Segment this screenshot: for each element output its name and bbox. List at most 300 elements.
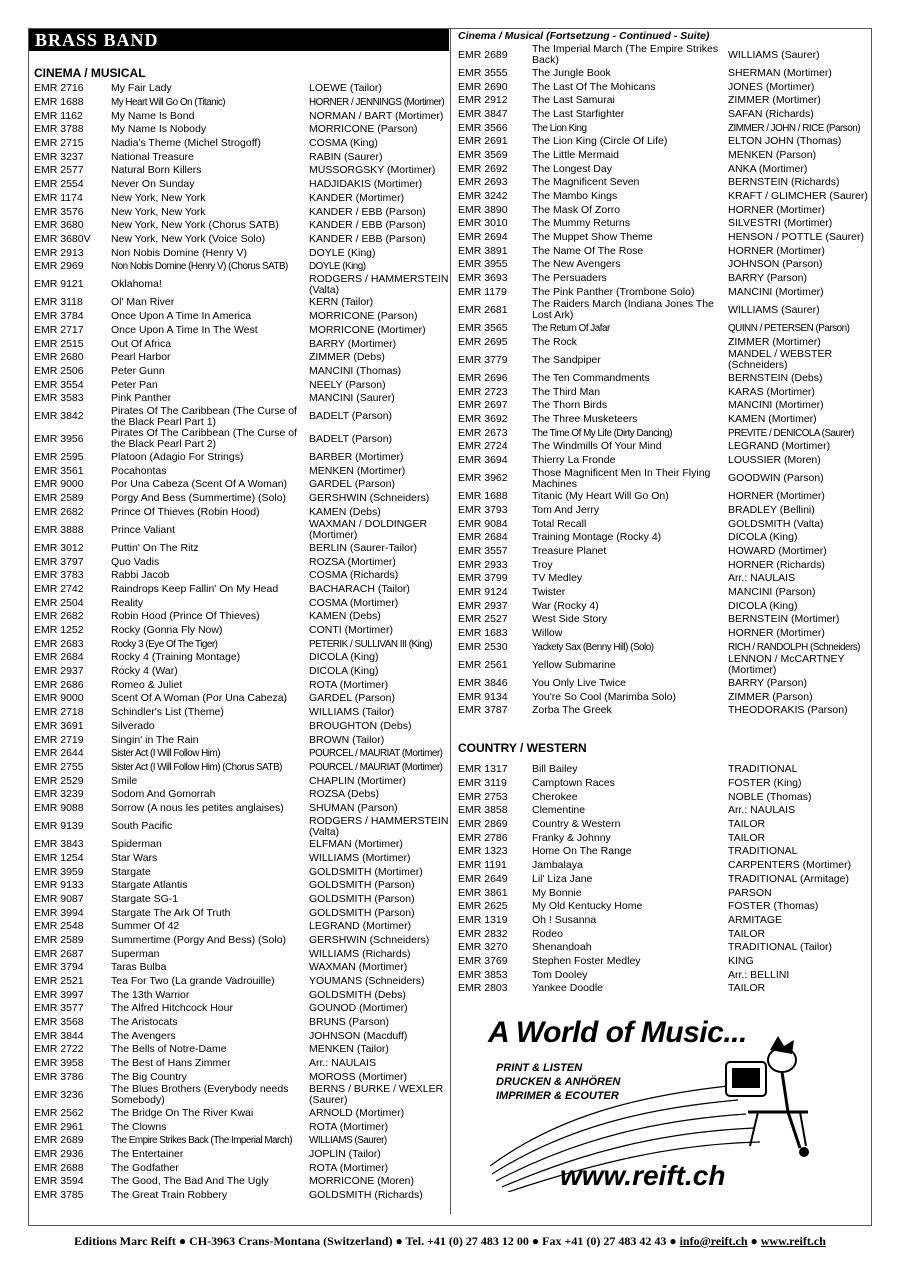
- item-title: The Muppet Show Theme: [532, 231, 653, 244]
- world-of-music-logo[interactable]: [488, 1016, 818, 1192]
- item-code: EMR 2937: [34, 665, 84, 678]
- logo-line-1: PRINT & LISTEN: [496, 1062, 583, 1074]
- item-title: The Godfather: [111, 1161, 179, 1174]
- item-composer: HORNER (Mortimer): [728, 490, 825, 503]
- item-composer: CONTI (Mortimer): [309, 624, 393, 637]
- item-composer: WILLIAMS (Mortimer): [309, 851, 411, 864]
- item-title: Sorrow (A nous les petites anglaises): [111, 801, 284, 814]
- list-item: [458, 467, 870, 490]
- item-code: EMR 2625: [458, 900, 508, 913]
- item-composer: JONES (Mortimer): [728, 80, 815, 93]
- item-composer: HADJIDAKIS (Mortimer): [309, 178, 423, 191]
- list-item: [458, 955, 870, 969]
- list-item: [458, 763, 870, 777]
- item-title: The Time Of My Life (Dirty Dancing): [532, 427, 672, 439]
- item-code: EMR 2716: [34, 82, 84, 95]
- item-title: Tom And Jerry: [532, 503, 600, 516]
- list-item: [34, 1107, 448, 1121]
- item-title: Schindler's List (Theme): [111, 706, 224, 719]
- list-item: [34, 961, 448, 975]
- item-code: EMR 2722: [34, 1043, 84, 1056]
- item-composer: KAMEN (Mortimer): [728, 412, 817, 425]
- item-code: EMR 2673: [458, 426, 508, 439]
- item-title: National Treasure: [111, 150, 194, 163]
- item-code: EMR 3994: [34, 906, 84, 919]
- item-title: Non Nobis Domine (Henry V) (Chorus SATB): [111, 261, 288, 273]
- item-composer: GARDEL (Parson): [309, 478, 395, 491]
- item-code: EMR 3576: [34, 205, 84, 218]
- item-composer: KERN (Tailor): [309, 296, 374, 309]
- item-composer: THEODORAKIS (Parson): [728, 704, 848, 717]
- item-code: EMR 3583: [34, 392, 84, 405]
- item-composer: BACHARACH (Tailor): [309, 582, 410, 595]
- item-composer: MANCINI (Parson): [728, 586, 816, 599]
- list-item: [34, 392, 448, 406]
- list-item: [34, 802, 448, 816]
- item-title: Camptown Races: [532, 777, 615, 790]
- item-title: New York, New York: [111, 191, 206, 204]
- item-code: EMR 9133: [34, 879, 84, 892]
- item-composer: BADELT (Parson): [309, 410, 393, 423]
- item-code: EMR 2832: [458, 927, 508, 940]
- item-composer: KANDER / EBB (Parson): [309, 232, 426, 245]
- item-composer: BERNSTEIN (Debs): [728, 371, 823, 384]
- item-title: The Great Train Robbery: [111, 1189, 228, 1202]
- item-composer: GOLDSMITH (Parson): [309, 879, 415, 892]
- item-title: Summer Of 42: [111, 920, 180, 933]
- list-item: [458, 335, 870, 349]
- item-code: EMR 1174: [34, 191, 83, 204]
- item-code: EMR 2689: [34, 1134, 84, 1147]
- item-title: The Avengers: [111, 1029, 176, 1042]
- item-code: EMR 3785: [34, 1189, 84, 1202]
- footer-publisher: Editions Marc Reift: [74, 1234, 176, 1248]
- item-code: EMR 3959: [34, 865, 84, 878]
- item-composer: HOWARD (Mortimer): [728, 544, 827, 557]
- item-title: Rabbi Jacob: [111, 569, 170, 582]
- list-item: [34, 651, 448, 665]
- item-code: EMR 3565: [458, 322, 508, 335]
- item-title: My Bonnie: [532, 886, 582, 899]
- item-title: Treasure Planet: [532, 544, 607, 557]
- item-code: EMR 3955: [458, 258, 508, 271]
- footer: [0, 1234, 900, 1249]
- item-code: EMR 2936: [34, 1148, 84, 1161]
- item-code: EMR 3786: [34, 1070, 84, 1083]
- list-item: [34, 96, 448, 110]
- list-item: [34, 324, 448, 338]
- item-code: EMR 1683: [458, 627, 508, 640]
- item-composer: TAILOR: [728, 818, 766, 831]
- item-code: EMR 2913: [34, 246, 84, 259]
- item-code: EMR 1254: [34, 851, 84, 864]
- item-title: South Pacific: [111, 820, 173, 833]
- item-code: EMR 2682: [34, 610, 84, 623]
- item-composer: GOLDSMITH (Debs): [309, 988, 406, 1001]
- item-title: The Big Country: [111, 1070, 187, 1083]
- item-composer: MENKEN (Tailor): [309, 1043, 389, 1056]
- item-code: EMR 2688: [34, 1161, 84, 1174]
- item-code: EMR 2589: [34, 492, 84, 505]
- item-composer: BARRY (Parson): [728, 676, 807, 689]
- item-code: EMR 2689: [458, 48, 508, 61]
- item-code: EMR 3012: [34, 541, 84, 554]
- item-composer: JOHNSON (Parson): [728, 258, 823, 271]
- list-item: [458, 80, 870, 94]
- item-code: EMR 3962: [458, 472, 508, 485]
- list-item: [34, 260, 448, 274]
- item-code: EMR 3242: [458, 190, 508, 203]
- item-composer: Arr.: NAULAIS: [309, 1057, 377, 1070]
- item-code: EMR 2529: [34, 774, 84, 787]
- item-composer: YOUMANS (Schneiders): [309, 975, 425, 988]
- item-composer: BARRY (Mortimer): [309, 337, 397, 350]
- item-composer: MANCINI (Mortimer): [728, 285, 824, 298]
- list-item: [34, 1161, 448, 1175]
- item-composer: DICOLA (King): [309, 665, 379, 678]
- footer-sep: ●: [531, 1234, 540, 1248]
- item-code: EMR 2693: [458, 176, 508, 189]
- list-item: [458, 586, 870, 600]
- item-composer: SHERMAN (Mortimer): [728, 66, 832, 79]
- item-title: The Blues Brothers (Everybody needs Somebody): [111, 1083, 289, 1107]
- item-title: Stargate Atlantis: [111, 879, 188, 892]
- list-item: [458, 845, 870, 859]
- item-title: The Mambo Kings: [532, 190, 618, 203]
- item-composer: TRADITIONAL (Tailor): [728, 941, 833, 954]
- item-code: EMR 1191: [458, 859, 507, 872]
- list-item: [34, 1084, 448, 1107]
- item-code: EMR 9000: [34, 478, 84, 491]
- list-item: [458, 190, 870, 204]
- item-title: Superman: [111, 947, 160, 960]
- item-composer: DICOLA (King): [728, 599, 798, 612]
- item-composer: ZIMMER (Mortimer): [728, 335, 821, 348]
- item-title: Thierry La Fronde: [532, 454, 616, 467]
- item-code: EMR 3861: [458, 886, 508, 899]
- list-item: [34, 1120, 448, 1134]
- item-composer: FOSTER (Thomas): [728, 900, 819, 913]
- footer-fax: Fax +41 (0) 27 483 42 43: [542, 1234, 667, 1248]
- item-composer: HORNER / JENNINGS (Mortimer): [309, 97, 445, 109]
- item-code: EMR 2577: [34, 164, 84, 177]
- item-composer: MANCINI (Saurer): [309, 392, 395, 405]
- item-title: Romeo & Juliet: [111, 678, 183, 691]
- item-code: EMR 2683: [34, 637, 84, 650]
- item-title: Yackety Sax (Benny Hill) (Solo): [532, 641, 654, 653]
- list-item: [34, 865, 448, 879]
- list-item: [458, 149, 870, 163]
- item-composer: TRADITIONAL: [728, 845, 798, 858]
- item-composer: RICH / RANDOLPH (Schneiders): [728, 641, 860, 653]
- brass-band-banner: BRASS BAND: [29, 29, 449, 51]
- item-title: The Ten Commandments: [532, 371, 650, 384]
- list-item: [34, 583, 448, 597]
- item-composer: HENSON / POTTLE (Saurer): [728, 231, 864, 244]
- list-item: [458, 968, 870, 982]
- list-item: [34, 678, 448, 692]
- list-item: [34, 555, 448, 569]
- item-code: EMR 1317: [458, 763, 508, 776]
- list-item: [458, 627, 870, 641]
- item-title: TV Medley: [532, 572, 583, 585]
- item-code: EMR 2690: [458, 80, 508, 93]
- item-title: Twister: [532, 586, 566, 599]
- item-title: Home On The Range: [532, 845, 632, 858]
- item-composer: GERSHWIN (Schneiders): [309, 933, 430, 946]
- item-title: Ol' Man River: [111, 296, 175, 309]
- item-code: EMR 2554: [34, 178, 84, 191]
- footer-web-link[interactable]: www.reift.ch: [760, 1234, 826, 1248]
- item-title: My Heart Will Go On (Titanic): [111, 97, 226, 109]
- list-item: [34, 774, 448, 788]
- list-item: [34, 1043, 448, 1057]
- item-composer: TRADITIONAL: [728, 763, 798, 776]
- logo-url[interactable]: www.reift.ch: [560, 1160, 726, 1191]
- item-title: Out Of Africa: [111, 337, 172, 350]
- item-code: EMR 2684: [458, 531, 508, 544]
- item-title: West Side Story: [532, 613, 608, 626]
- item-title: The Persuaders: [532, 272, 607, 285]
- item-code: EMR 3680: [34, 219, 84, 232]
- item-code: EMR 2718: [34, 706, 84, 719]
- list-item: [458, 426, 870, 440]
- item-title: Those Magnificent Men In Their Flying Machines: [532, 466, 711, 490]
- item-code: EMR 3788: [34, 123, 84, 136]
- item-code: EMR 2717: [34, 323, 84, 336]
- item-code: EMR 2527: [458, 613, 508, 626]
- item-code: EMR 3794: [34, 961, 84, 974]
- item-code: EMR 3237: [34, 150, 84, 163]
- item-title: Training Montage (Rocky 4): [532, 531, 662, 544]
- item-title: The Thorn Birds: [532, 399, 608, 412]
- list-item: [458, 244, 870, 258]
- item-title: Pearl Harbor: [111, 351, 171, 364]
- item-code: EMR 3997: [34, 988, 84, 1001]
- item-code: EMR 3010: [458, 217, 508, 230]
- list-item: [458, 490, 870, 504]
- item-title: The Three Musketeers: [532, 412, 638, 425]
- list-item: [34, 934, 448, 948]
- item-title: Raindrops Keep Fallin' On My Head: [111, 582, 279, 595]
- item-title: Stargate SG-1: [111, 892, 179, 905]
- item-title: The Mummy Returns: [532, 217, 631, 230]
- item-code: EMR 2869: [458, 818, 508, 831]
- list-item: [458, 322, 870, 336]
- item-code: EMR 2912: [458, 94, 508, 107]
- list-item: [34, 852, 448, 866]
- item-code: EMR 2694: [458, 231, 508, 244]
- item-code: EMR 2937: [458, 599, 508, 612]
- item-composer: MORRICONE (Parson): [309, 310, 418, 323]
- list-item: [34, 378, 448, 392]
- item-code: EMR 1323: [458, 845, 508, 858]
- item-composer: KANDER / EBB (Parson): [309, 205, 426, 218]
- item-code: EMR 1179: [458, 285, 507, 298]
- footer-sep: ●: [669, 1234, 677, 1248]
- list-item: [34, 492, 448, 506]
- item-code: EMR 2715: [34, 137, 84, 150]
- item-composer: KAMEN (Debs): [309, 610, 381, 623]
- item-code: EMR 3844: [34, 1029, 84, 1042]
- item-composer: PARSON: [728, 886, 772, 899]
- item-composer: BROUGHTON (Debs): [309, 719, 412, 732]
- item-composer: BARBER (Mortimer): [309, 450, 404, 463]
- item-composer: SHUMAN (Parson): [309, 801, 398, 814]
- list-item: [34, 351, 448, 365]
- item-composer: NOBLE (Thomas): [728, 790, 812, 803]
- list-item: [34, 150, 448, 164]
- list-item: [458, 121, 870, 135]
- list-item: [34, 464, 448, 478]
- list-item: [458, 272, 870, 286]
- item-title: Porgy And Bess (Summertime) (Solo): [111, 492, 287, 505]
- item-composer: ARNOLD (Mortimer): [309, 1107, 405, 1120]
- list-item: [34, 1071, 448, 1085]
- item-code: EMR 2742: [34, 582, 84, 595]
- item-composer: POURCEL / MAURIAT (Mortimer): [309, 761, 443, 773]
- list-item: [34, 906, 448, 920]
- list-item: [34, 596, 448, 610]
- item-composer: MENKEN (Parson): [728, 148, 817, 161]
- item-code: EMR 2697: [458, 399, 508, 412]
- item-title: Spiderman: [111, 838, 162, 851]
- footer-email-link[interactable]: info@reift.ch: [679, 1234, 748, 1248]
- list-item: [458, 677, 870, 691]
- item-composer: WILLIAMS (Tailor): [309, 706, 395, 719]
- item-title: Rocky 4 (War): [111, 665, 178, 678]
- footer-sep: ●: [178, 1234, 187, 1248]
- item-composer: BRADLEY (Bellini): [728, 503, 815, 516]
- list-item: [34, 761, 448, 775]
- item-title: Yellow Submarine: [532, 658, 616, 671]
- item-title: Taras Bulba: [111, 961, 167, 974]
- item-title: The Sandpiper: [532, 353, 601, 366]
- item-composer: WAXMAN (Mortimer): [309, 961, 408, 974]
- item-composer: Arr.: NAULAIS: [728, 804, 796, 817]
- item-composer: KING: [728, 954, 754, 967]
- logo-line-3: IMPRIMER & ECOUTER: [496, 1090, 619, 1102]
- list-item: [34, 233, 448, 247]
- list-item: [458, 108, 870, 122]
- item-title: Silverado: [111, 719, 155, 732]
- item-composer: CHAPLIN (Mortimer): [309, 774, 406, 787]
- item-code: EMR 3694: [458, 454, 508, 467]
- item-composer: Arr.: NAULAIS: [728, 572, 796, 585]
- item-composer: KAMEN (Debs): [309, 505, 381, 518]
- item-code: EMR 2684: [34, 651, 84, 664]
- list-item: [458, 440, 870, 454]
- list-item: [34, 692, 448, 706]
- item-code: EMR 9088: [34, 801, 84, 814]
- item-title: Once Upon A Time In America: [111, 310, 252, 323]
- item-title: Cherokee: [532, 790, 578, 803]
- item-composer: WAXMAN / DOLDINGER (Mortimer): [309, 518, 428, 542]
- list-item: [34, 733, 448, 747]
- item-composer: KANDER (Mortimer): [309, 191, 405, 204]
- list-item: [458, 545, 870, 559]
- list-item: [34, 947, 448, 961]
- item-composer: BERNSTEIN (Richards): [728, 176, 840, 189]
- item-title: The Entertainer: [111, 1148, 184, 1161]
- logo-title: A World of Music...: [488, 1016, 747, 1049]
- item-composer: SAFAN (Richards): [728, 107, 814, 120]
- item-composer: BERNS / BURKE / WEXLER (Saurer): [309, 1083, 444, 1107]
- item-composer: ZIMMER (Parson): [728, 690, 813, 703]
- list-item: [458, 504, 870, 518]
- item-code: EMR 9134: [458, 690, 508, 703]
- item-code: EMR 1162: [34, 109, 83, 122]
- item-code: EMR 9139: [34, 820, 84, 833]
- list-item: [34, 310, 448, 324]
- list-item: [458, 831, 870, 845]
- item-title: New York, New York: [111, 205, 206, 218]
- item-title: Stephen Foster Medley: [532, 954, 641, 967]
- item-title: The Bells of Notre-Dame: [111, 1043, 227, 1056]
- item-code: EMR 2530: [458, 640, 508, 653]
- item-code: EMR 2755: [34, 760, 84, 773]
- item-composer: MORRICONE (Mortimer): [309, 323, 426, 336]
- item-title: Country & Western: [532, 818, 621, 831]
- item-code: EMR 2521: [34, 975, 84, 988]
- list-item: [34, 893, 448, 907]
- item-code: EMR 3566: [458, 121, 508, 134]
- item-composer: MORRICONE (Moren): [309, 1175, 415, 1188]
- item-code: EMR 2687: [34, 947, 84, 960]
- item-composer: MORRICONE (Parson): [309, 123, 418, 136]
- item-composer: BERLIN (Saurer-Tailor): [309, 541, 417, 554]
- list-item: [34, 1029, 448, 1043]
- list-item: [34, 920, 448, 934]
- item-title: Tom Dooley: [532, 968, 588, 981]
- list-item: [34, 624, 448, 638]
- item-title: Pirates Of The Caribbean (The Curse of the Black Pearl Part 1): [111, 404, 297, 428]
- item-title: My Fair Lady: [111, 82, 172, 95]
- item-code: EMR 3692: [458, 412, 508, 425]
- list-item: [34, 1134, 448, 1148]
- item-composer: HORNER (Mortimer): [728, 627, 825, 640]
- item-title: Platoon (Adagio For Strings): [111, 450, 244, 463]
- item-code: EMR 3847: [458, 107, 508, 120]
- list-item: [34, 1148, 448, 1162]
- item-code: EMR 3239: [34, 788, 84, 801]
- item-composer: HORNER (Mortimer): [728, 203, 825, 216]
- item-composer: GOLDSMITH (Parson): [309, 906, 415, 919]
- item-composer: Arr.: BELLINI: [728, 968, 790, 981]
- item-code: EMR 2681: [458, 303, 508, 316]
- list-item: [458, 654, 870, 677]
- item-title: Stargate: [111, 865, 151, 878]
- item-code: EMR 2933: [458, 558, 508, 571]
- item-title: The Pink Panther (Trombone Solo): [532, 285, 695, 298]
- item-title: Sister Act (I Will Follow Him) (Chorus SATB): [111, 761, 282, 773]
- list-item: [458, 231, 870, 245]
- list-item: [458, 873, 870, 887]
- item-title: Por Una Cabeza (Scent Of A Woman): [111, 478, 288, 491]
- list-item: [458, 982, 870, 996]
- list-item: [458, 372, 870, 386]
- item-code: EMR 3594: [34, 1175, 84, 1188]
- item-title: Pirates Of The Caribbean (The Curse of the Black Pearl Part 2): [111, 427, 297, 451]
- item-title: Oklahoma!: [111, 278, 162, 291]
- list-item: [458, 67, 870, 81]
- item-code: EMR 3680V: [34, 232, 91, 245]
- item-title: Pocahontas: [111, 464, 167, 477]
- item-composer: GERSHWIN (Schneiders): [309, 492, 430, 505]
- item-code: EMR 2692: [458, 162, 508, 175]
- item-composer: ANKA (Mortimer): [728, 162, 808, 175]
- item-title: My Name Is Nobody: [111, 123, 207, 136]
